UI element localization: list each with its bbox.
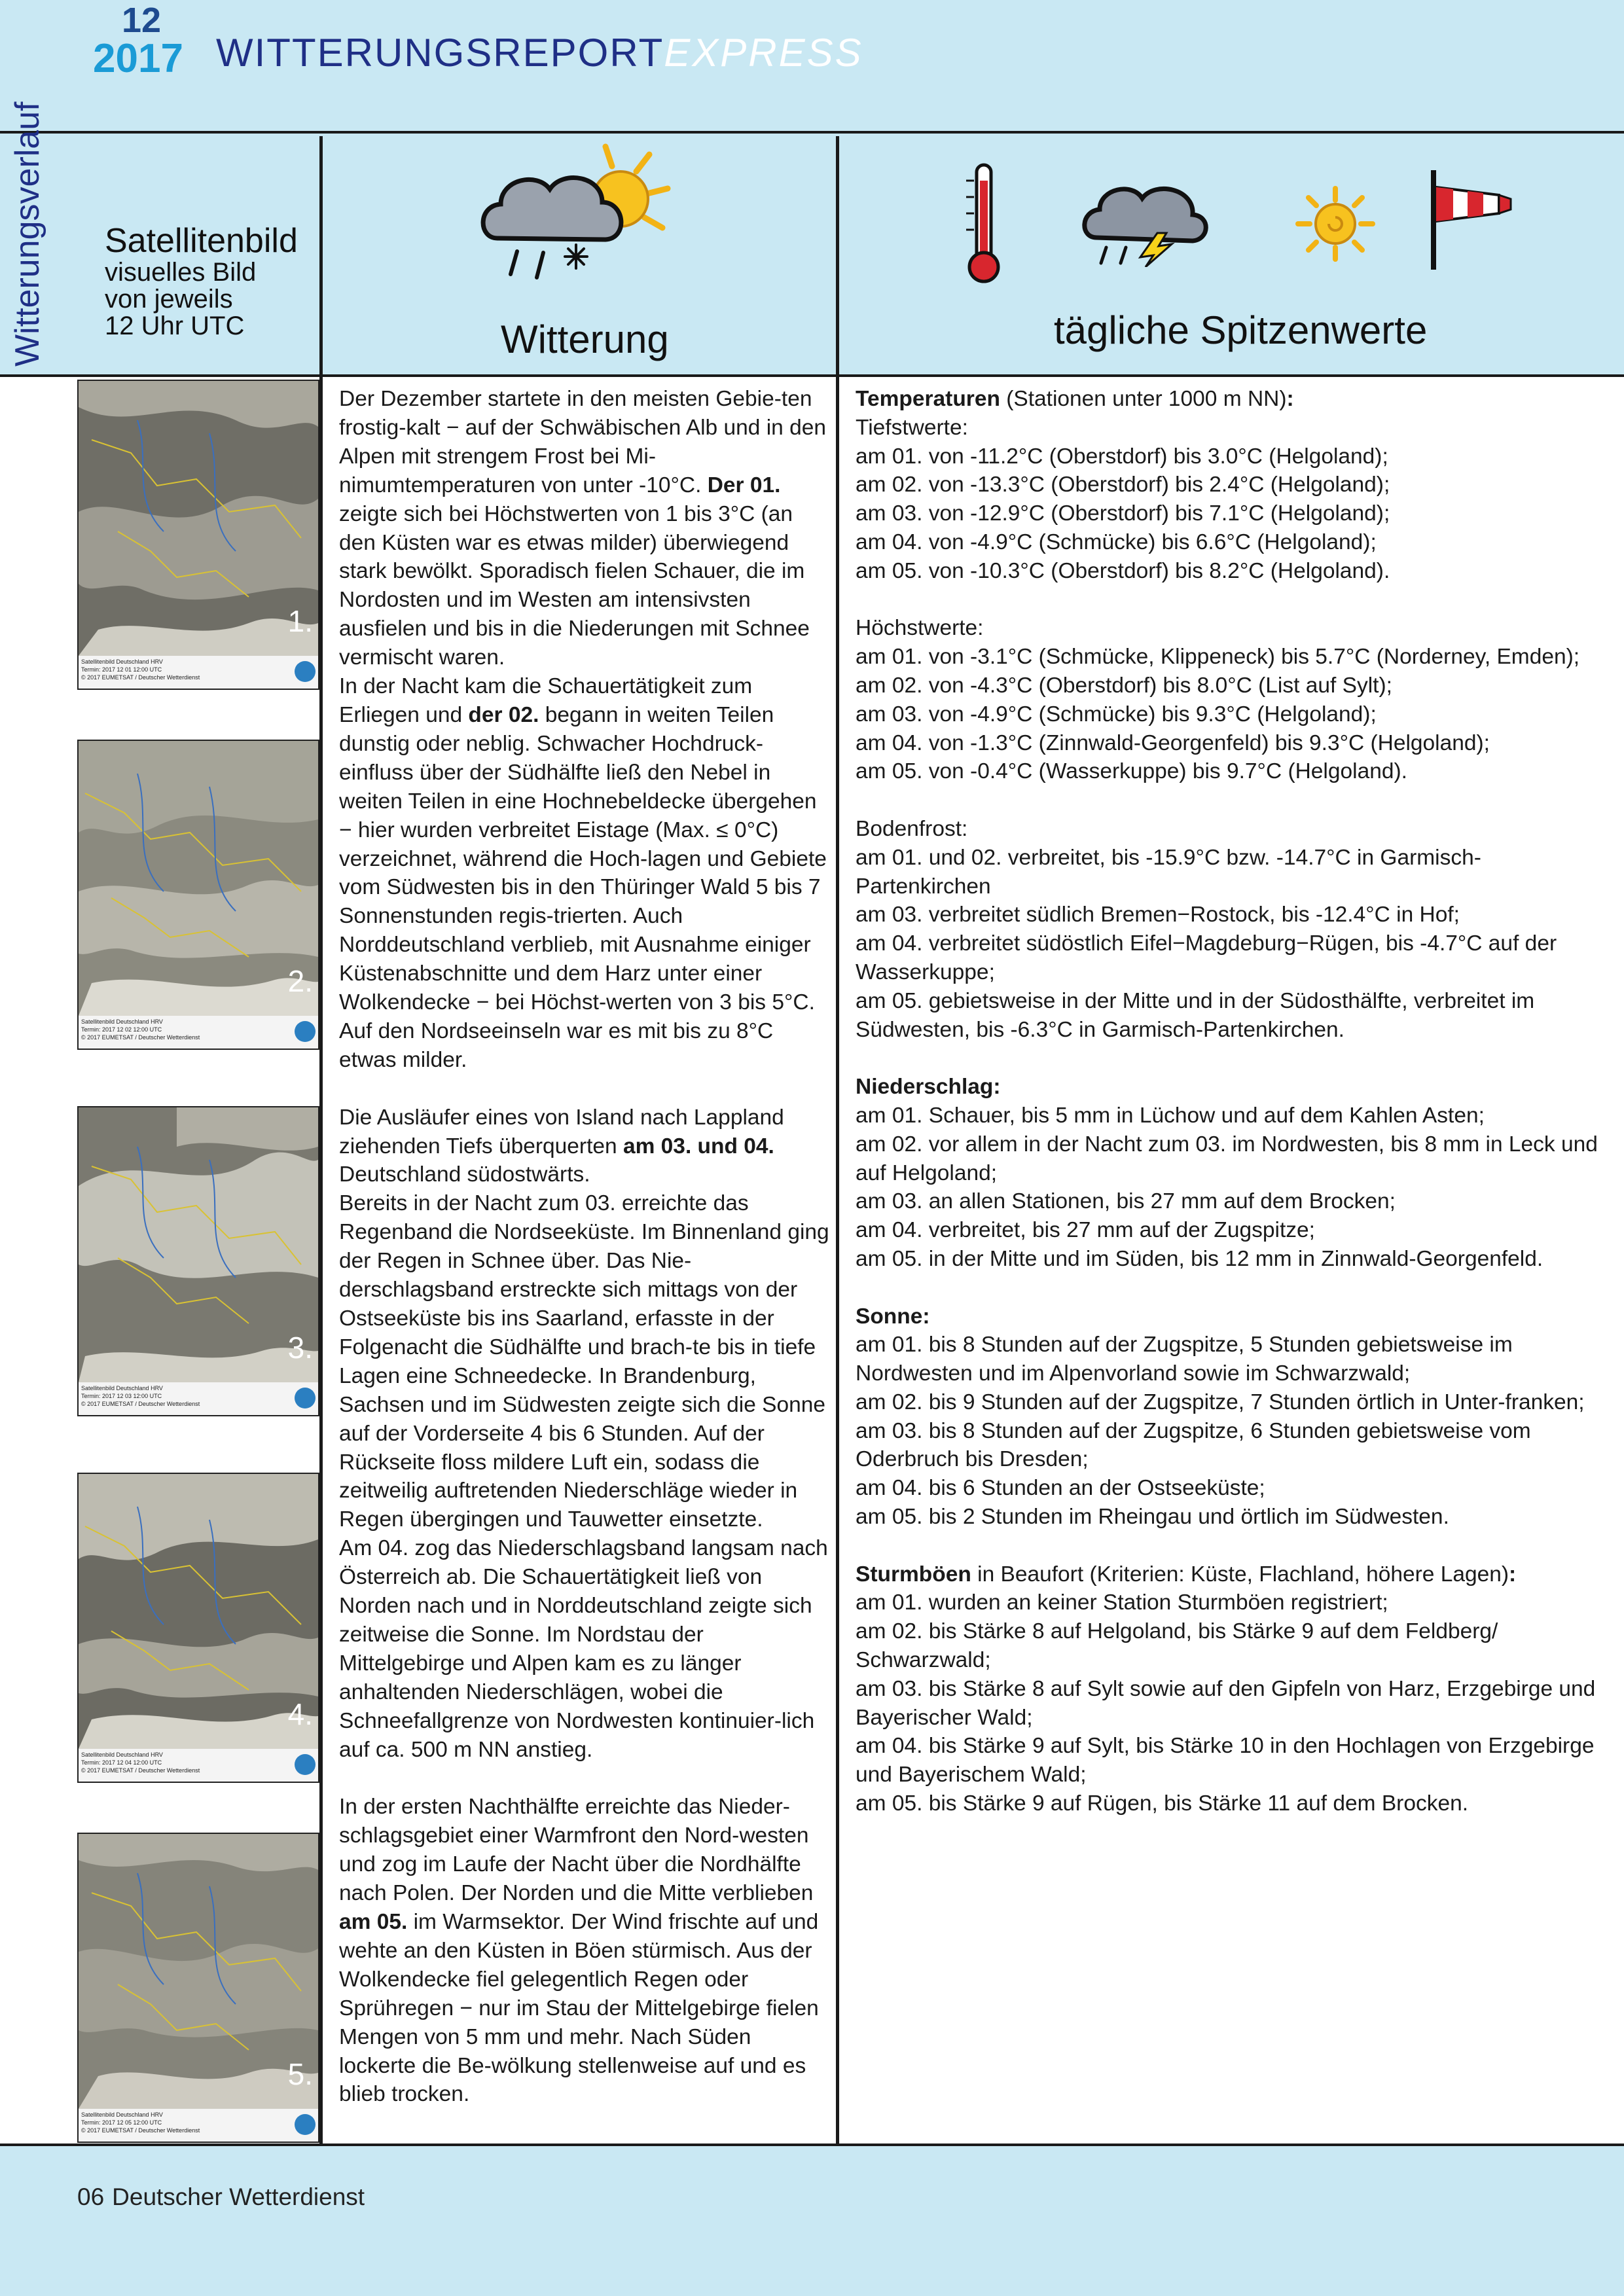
value-line: am 04. von -1.3°C (Zinnwald-Georgenfeld) bis 9.3°C (Helgoland); bbox=[856, 730, 1490, 755]
satellite-column-subtitle bbox=[105, 259, 256, 340]
value-line: am 04. bis Stärke 9 auf Sylt, bis Stärke 10 in den Hochlagen von Erzgebirge und Bayerischem Wald; bbox=[856, 1734, 1595, 1787]
thermometer-icon bbox=[962, 161, 1008, 285]
text-run: Deutschland südostwärts. bbox=[339, 1162, 590, 1187]
caption-line: Satellitenbild Deutschland HRV bbox=[81, 1385, 163, 1391]
spacer bbox=[856, 1274, 1615, 1302]
caption-line: Satellitenbild Deutschland HRV bbox=[81, 658, 163, 665]
caption-line: Termin: 2017 12 02 12:00 UTC bbox=[81, 1026, 162, 1033]
subheading-bodenfrost: Bodenfrost: bbox=[856, 816, 968, 841]
heading-note: (Stationen unter 1000 m NN) bbox=[1000, 387, 1287, 411]
dwd-logo-icon bbox=[295, 1388, 316, 1408]
satellite-sub-line: von jeweils bbox=[105, 285, 233, 314]
satellite-image-caption bbox=[79, 1382, 318, 1415]
caption-line: © 2017 EUMETSAT / Deutscher Wetterdienst bbox=[81, 674, 200, 681]
caption-line: Termin: 2017 12 03 12:00 UTC bbox=[81, 1393, 162, 1399]
witterung-paragraph bbox=[339, 385, 830, 672]
value-line: am 03. bis Stärke 8 auf Sylt sowie auf den Gipfeln von Harz, Erzgebirge und Bayerischer Wald; bbox=[856, 1676, 1596, 1730]
value-line: am 02. bis Stärke 8 auf Helgoland, bis Stärke 9 auf dem Feldberg/ Schwarzwald; bbox=[856, 1619, 1498, 1673]
date-highlight: am 03. und 04. bbox=[623, 1134, 774, 1158]
value-line: am 03. an allen Stationen, bis 27 mm auf dem Brocken; bbox=[856, 1189, 1396, 1214]
caption-line: Satellitenbild Deutschland HRV bbox=[81, 1018, 163, 1025]
satellite-sub-line: visuelles Bild bbox=[105, 258, 257, 287]
value-line: am 01. von -11.2°C (Oberstdorf) bis 3.0°C (Helgoland); bbox=[856, 444, 1388, 469]
rule-bottom bbox=[0, 2144, 1624, 2146]
heading-bold: Niederschlag: bbox=[856, 1075, 1001, 1100]
value-line: am 02. vor allem in der Nacht zum 03. im Nordwesten, bis 8 mm in Leck und auf Helgoland; bbox=[856, 1132, 1598, 1185]
page-footer bbox=[77, 2183, 365, 2211]
subheading-tiefstwerte: Tiefstwerte: bbox=[856, 415, 968, 440]
text-run: In der ersten Nachthälfte erreichte das Nieder-schlagsgebiet einer Warmfront den Nord-westen und zog im Laufe der Nacht über die Nordhälfte nach Polen. Der Norden und die Mitte verblieben bbox=[339, 1795, 814, 1906]
value-line: am 02. von -13.3°C (Oberstdorf) bis 2.4°C (Helgoland); bbox=[856, 473, 1390, 497]
issue-year: 2017 bbox=[93, 36, 183, 81]
date-highlight: Der 01. bbox=[707, 473, 781, 497]
report-title-main: WITTERUNGSREPORT bbox=[216, 31, 664, 75]
value-line: am 03. von -12.9°C (Oberstdorf) bis 7.1°C (Helgoland); bbox=[856, 501, 1390, 526]
value-line: am 01. Schauer, bis 5 mm in Lüchow und auf dem Kahlen Asten; bbox=[856, 1103, 1485, 1128]
value-line: am 01. bis 8 Stunden auf der Zugspitze, 5 Stunden gebietsweise im Nordwesten und im Alpenvorland sowie im Schwarzwald; bbox=[856, 1333, 1513, 1386]
satellite-image-number: 4. bbox=[287, 1697, 313, 1731]
caption-line: Termin: 2017 12 01 12:00 UTC bbox=[81, 666, 162, 673]
satellite-image-number: 5. bbox=[287, 2057, 313, 2091]
text-run: im Warmsektor. Der Wind frischte auf und wehte an den Küsten in Böen stürmisch. Aus der Wolkendecke fiel gelegentlich Regen oder Sprühregen − nur im Stau der Mittelgebirge fielen Mengen von 5 mm und mehr. Nach Süden lockerte die Be-wölkung stellenweise auf und es blieb trocken. bbox=[339, 1910, 819, 2107]
rule-header-bottom bbox=[0, 374, 1624, 377]
dwd-logo-icon bbox=[295, 1021, 316, 1042]
satellite-image-number: 3. bbox=[287, 1331, 313, 1365]
satellite-map bbox=[79, 1107, 318, 1382]
value-line: am 04. verbreitet südöstlich Eifel−Magdeburg−Rügen, bis -4.7°C auf der Wasserkuppe; bbox=[856, 931, 1557, 984]
spacer bbox=[856, 1044, 1615, 1073]
dwd-logo-icon bbox=[295, 661, 316, 682]
thunderstorm-cloud-icon bbox=[1080, 175, 1211, 267]
sun-icon bbox=[1293, 185, 1378, 263]
spacer bbox=[856, 1532, 1615, 1560]
issue-month: 12 bbox=[122, 1, 162, 40]
satellite-map bbox=[79, 1834, 318, 2109]
value-line: am 04. von -4.9°C (Schmücke) bis 6.6°C (Helgoland); bbox=[856, 529, 1377, 554]
cloud-sun-snow-icon bbox=[471, 140, 694, 291]
witterung-paragraph bbox=[339, 1103, 830, 1190]
dwd-logo-icon bbox=[295, 2114, 316, 2135]
section-heading-temperaturen bbox=[856, 385, 1615, 414]
heading-colon: : bbox=[1286, 387, 1294, 411]
satellite-image-caption bbox=[79, 1749, 318, 1782]
heading-bold: Temperaturen bbox=[856, 387, 1000, 411]
value-line: am 05. bis 2 Stunden im Rheingau und örtlich im Südwesten. bbox=[856, 1505, 1449, 1530]
date-highlight: am 05. bbox=[339, 1910, 408, 1934]
satellite-image-caption bbox=[79, 656, 318, 689]
divider-witterung bbox=[836, 136, 839, 2144]
witterung-column-title: Witterung bbox=[501, 317, 669, 361]
value-line: am 01. wurden an keiner Station Sturmböen registriert; bbox=[856, 1590, 1388, 1615]
text-run: Der Dezember startete in den meisten Gebie-ten frostig-kalt − auf der Schwäbischen Alb und in den Alpen mit strengem Frost bei Mi-nimumtemperaturen von unter -10°C. bbox=[339, 387, 826, 497]
date-highlight: der 02. bbox=[468, 702, 539, 727]
spacer bbox=[856, 586, 1615, 615]
divider-satellite bbox=[319, 136, 323, 2144]
text-run: begann in weiten Teilen dunstig oder neblig. Schwacher Hochdruck-einfluss über der Südhälfte ließ den Nebel in weiten Teilen in eine Hochnebeldecke übergehen − hier wurden verbreitet Eistage (Max. ≤ 0°C) verzeichnet, während die Hoch-lagen und Gebiete vom Südwesten bis in den Thüringer Wald 5 bis 7 Sonnenstunden regis-trierten. Auch Norddeutschland verblieb, mit Ausnahme einiger Küstenabschnitte und dem Harz unter einer Wolkendecke − bei Höchst-werten von 3 bis 5°C. Auf den Nordseeinseln war es mit bis zu 8°C etwas milder. bbox=[339, 702, 827, 1072]
witterung-body bbox=[339, 385, 830, 2109]
value-line: am 01. und 02. verbreitet, bis -15.9°C bzw. -14.7°C in Garmisch-Partenkirchen bbox=[856, 845, 1481, 899]
value-line: am 05. von -10.3°C (Oberstdorf) bis 8.2°C (Helgoland). bbox=[856, 558, 1390, 583]
heading-note: in Beaufort (Kriterien: Küste, Flachland, höhere Lagen) bbox=[971, 1562, 1509, 1587]
value-line: am 04. verbreitet, bis 27 mm auf der Zugspitze; bbox=[856, 1218, 1315, 1243]
caption-line: Satellitenbild Deutschland HRV bbox=[81, 2111, 163, 2118]
value-line: am 04. bis 6 Stunden an der Ostseeküste; bbox=[856, 1476, 1265, 1501]
report-title bbox=[216, 30, 863, 75]
caption-line: Termin: 2017 12 05 12:00 UTC bbox=[81, 2119, 162, 2126]
satellite-image bbox=[77, 1473, 319, 1783]
text-run: Die Ausläufer eines von Island nach Lappland ziehenden Tiefs überquerten bbox=[339, 1105, 784, 1158]
page-number: 06 bbox=[77, 2183, 105, 2210]
caption-line: Satellitenbild Deutschland HRV bbox=[81, 1751, 163, 1758]
satellite-image bbox=[77, 380, 319, 690]
witterung-paragraph bbox=[339, 672, 830, 1075]
rule-top bbox=[0, 131, 1624, 134]
satellite-map bbox=[79, 381, 318, 656]
section-heading-niederschlag bbox=[856, 1073, 1615, 1102]
value-line: am 03. bis 8 Stunden auf der Zugspitze, 6 Stunden gebietsweise vom Oderbruch bis Dresden; bbox=[856, 1418, 1531, 1472]
value-line: am 05. von -0.4°C (Wasserkuppe) bis 9.7°C (Helgoland). bbox=[856, 759, 1407, 784]
footer-band bbox=[0, 2145, 1624, 2296]
publisher-name: Deutscher Wetterdienst bbox=[112, 2183, 365, 2210]
value-line: am 05. gebietsweise in der Mitte und in der Südosthälfte, verbreitet im Südwesten, bis -6.3°C in Garmisch-Partenkirchen. bbox=[856, 988, 1535, 1042]
dwd-logo-icon bbox=[295, 1754, 316, 1775]
windsock-icon bbox=[1427, 168, 1519, 272]
spitzenwerte-body bbox=[856, 385, 1615, 1818]
value-line: am 01. von -3.1°C (Schmücke, Klippeneck) bis 5.7°C (Norderney, Emden); bbox=[856, 645, 1580, 670]
text-run: In der Nacht kam die Schauertätigkeit zum Erliegen und bbox=[339, 674, 753, 727]
caption-line: © 2017 EUMETSAT / Deutscher Wetterdienst bbox=[81, 1401, 200, 1407]
value-line: am 05. in der Mitte und im Süden, bis 12 mm in Zinnwald-Georgenfeld. bbox=[856, 1246, 1543, 1271]
satellite-image bbox=[77, 740, 319, 1050]
value-line: am 03. von -4.9°C (Schmücke) bis 9.3°C (Helgoland); bbox=[856, 702, 1377, 726]
heading-colon: : bbox=[1509, 1562, 1517, 1587]
spacer bbox=[856, 786, 1615, 815]
section-heading-sonne bbox=[856, 1302, 1615, 1331]
satellite-image-caption bbox=[79, 1016, 318, 1049]
value-line: am 03. verbreitet südlich Bremen−Rostock, bis -12.4°C in Hof; bbox=[856, 903, 1460, 927]
satellite-map bbox=[79, 741, 318, 1016]
satellite-column-title: Satellitenbild bbox=[105, 222, 298, 260]
subheading-hoechstwerte: Höchstwerte: bbox=[856, 616, 984, 641]
value-line: am 02. bis 9 Stunden auf der Zugspitze, 7 Stunden örtlich in Unter-franken; bbox=[856, 1390, 1585, 1414]
satellite-image-number: 2. bbox=[287, 964, 313, 998]
caption-line: © 2017 EUMETSAT / Deutscher Wetterdienst bbox=[81, 2127, 200, 2134]
section-heading-sturmboeen bbox=[856, 1560, 1615, 1589]
caption-line: © 2017 EUMETSAT / Deutscher Wetterdienst bbox=[81, 1034, 200, 1041]
witterung-paragraph bbox=[339, 1793, 830, 2109]
heading-bold: Sonne: bbox=[856, 1304, 930, 1329]
side-label-witterungsverlauf: Witterungsverlauf bbox=[9, 101, 46, 367]
caption-line: © 2017 EUMETSAT / Deutscher Wetterdienst bbox=[81, 1767, 200, 1774]
spitzenwerte-column-title: tägliche Spitzenwerte bbox=[1054, 308, 1428, 352]
value-line: am 05. bis Stärke 9 auf Rügen, bis Stärke 11 auf dem Brocken. bbox=[856, 1791, 1469, 1816]
satellite-image bbox=[77, 1833, 319, 2143]
report-title-express: EXPRESS bbox=[664, 31, 863, 75]
satellite-sub-line: 12 Uhr UTC bbox=[105, 312, 245, 340]
satellite-image-number: 1. bbox=[287, 604, 313, 638]
satellite-image-caption bbox=[79, 2109, 318, 2142]
value-line: am 02. von -4.3°C (Oberstdorf) bis 8.0°C (List auf Sylt); bbox=[856, 673, 1392, 698]
text-run: zeigte sich bei Höchstwerten von 1 bis 3°C (an den Küsten war es etwas milder) überwiegend stark bewölkt. Sporadisch fielen Schauer, die im Nordosten und im Westen am intensivsten ausfielen und bis in die Niederungen mit Schnee vermischt waren. bbox=[339, 501, 810, 670]
witterung-paragraph: Bereits in der Nacht zum 03. erreichte das Regenband die Nordseeküste. Im Binnenland ging der Regen in Schnee über. Das Nie-derschlagsband erstreckte sich mittags von der Ostseeküste bis ins Saarland, erfasste in der Folgenacht die Südhälfte und brach-te bis in tiefe Lagen eine Schneedecke. In Brandenburg, Sachsen und im Südwesten zeigte sich die Sonne auf der Vorderseite 4 bis 6 Stunden. Auf der Rückseite floss mildere Luft ein, sodass die zeitweilig auftretenden Niederschläge wieder in Regen übergingen und Tauwetter einsetzte. bbox=[339, 1191, 829, 1532]
satellite-image bbox=[77, 1106, 319, 1416]
heading-bold: Sturmböen bbox=[856, 1562, 971, 1587]
satellite-map bbox=[79, 1474, 318, 1749]
witterung-paragraph: Am 04. zog das Niederschlagsband langsam nach Österreich ab. Die Schauertätigkeit ließ von Norden nach und in Norddeutschland zeigte sich zeitweise die Sonne. Im Nordstau der Mittelgebirge und Alpen kam es zu länger anhaltenden Niederschlägen, wobei die Schneefallgrenze von Nordwesten kontinuier-lich auf ca. 500 m NN anstieg. bbox=[339, 1536, 828, 1762]
caption-line: Termin: 2017 12 04 12:00 UTC bbox=[81, 1759, 162, 1766]
